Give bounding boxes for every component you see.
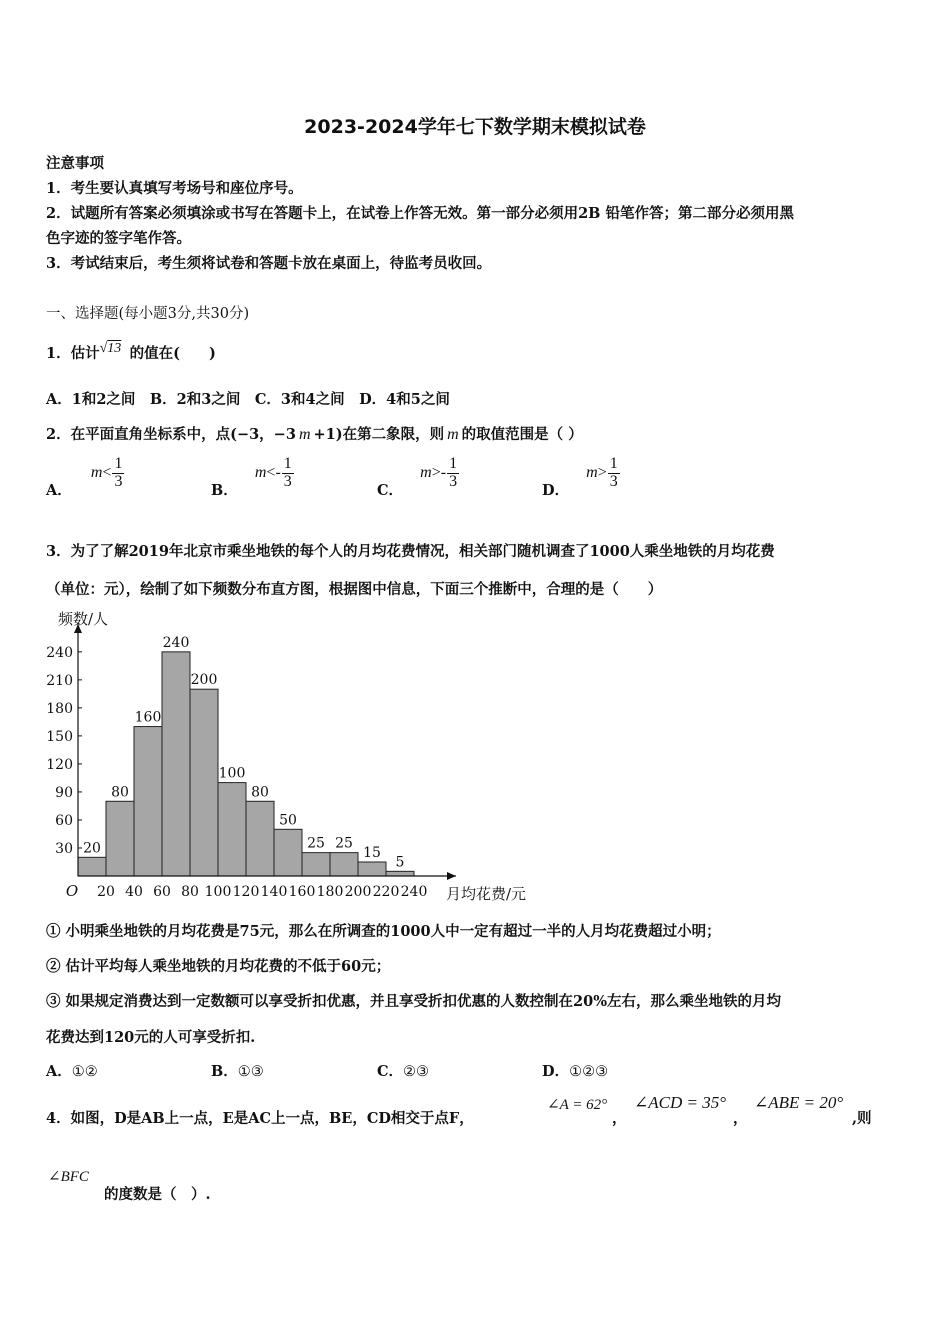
histogram-bar (190, 689, 218, 876)
bar-value-label: 80 (111, 784, 129, 801)
q2-option-b (211, 455, 294, 499)
separator-2: ， (733, 1110, 748, 1127)
separator-1: ， (612, 1110, 627, 1127)
notice-item-2: 2．试题所有答案必须填涂或书写在答题卡上，在试卷上作答无效。第一部分必须用2B 铅笔作答；第二部分必须用黑 (46, 205, 794, 222)
option-label: B． (211, 1063, 238, 1080)
section-heading: 一、选择题(每小题3分,共30分) (46, 306, 250, 322)
q3-statement-3: ③ 如果规定消费达到一定数额可以享受折扣优惠，并且享受折扣优惠的人数控制在20%左右，那么乘坐地铁的月均 (46, 993, 781, 1010)
bar-value-label: 20 (83, 840, 101, 857)
notice-heading: 注意事项 (46, 155, 104, 172)
q2-text-c: 的取值范围是（ ） (461, 426, 583, 443)
x-tick-label: 100 (204, 884, 232, 900)
histogram-bar (134, 727, 162, 876)
fraction-denominator: 3 (114, 472, 123, 490)
option-label: A． (46, 481, 72, 499)
y-axis-label: 频数/人 (58, 610, 109, 628)
q3-statement-1: ① 小明乘坐地铁的月均花费是75元，那么在所调查的1000人中一定有超过一半的人月均花费超过小明； (46, 923, 721, 940)
question-4: 4．如图，D是AB上一点，E是AC上一点，BE，CD相交于点F， (46, 1110, 474, 1127)
option-label: D． (542, 481, 570, 499)
y-tick-label: 150 (46, 728, 73, 745)
x-tick-label: 80 (181, 884, 199, 900)
y-tick-label: 90 (55, 784, 73, 801)
x-tick-label: 20 (97, 884, 115, 900)
q1-suffix: 的值在( ) (129, 345, 216, 362)
q1-options: A．1和2之间 B．2和3之间 C．3和4之间 D．4和5之间 (46, 391, 450, 408)
angle-acd: ∠ACD = 35° (634, 1093, 727, 1112)
q3-statement-2: ② 估计平均每人乘坐地铁的月均花费的不低于60元； (46, 958, 391, 975)
then-text: ,则 (852, 1110, 872, 1127)
question-3-line-2: （单位：元），绘制了如下频数分布直方图，根据图中信息，下面三个推断中，合理的是（ ） (46, 581, 663, 598)
option-label: D． (542, 1063, 570, 1080)
question-1: 1．估计 √13 的值在( ) (46, 341, 216, 362)
option-op: <- (266, 463, 281, 481)
y-tick-label: 210 (46, 672, 73, 689)
q2-option-a (46, 455, 124, 499)
bar-value-label: 240 (162, 634, 190, 651)
angle-abe: ∠ABE = 20° (754, 1093, 844, 1112)
x-tick-label: 40 (125, 884, 143, 900)
x-tick-label: 140 (260, 884, 288, 900)
option-lhs: m (586, 463, 598, 481)
histogram-bar (106, 801, 134, 876)
bar-value-label: 50 (279, 812, 297, 829)
radicand: 13 (107, 341, 122, 356)
q3-option-c (377, 1060, 429, 1081)
histogram-bar (274, 829, 302, 876)
histogram-bar (386, 871, 414, 876)
histogram-bar (302, 853, 330, 876)
x-tick-label: 120 (232, 884, 260, 900)
option-text: ①②③ (569, 1064, 609, 1080)
bar-value-label: 100 (218, 765, 246, 782)
q2-option-d (542, 455, 620, 499)
option-op: > (597, 463, 607, 481)
x-axis-arrow (447, 872, 456, 880)
histogram-bar (162, 652, 190, 876)
bar-value-label: 25 (307, 835, 325, 852)
q3-option-b (211, 1060, 264, 1081)
fraction-numerator: 1 (449, 455, 458, 472)
y-tick-label: 240 (46, 644, 73, 661)
option-lhs: m (90, 463, 103, 481)
x-tick-label: 60 (153, 884, 171, 900)
histogram-bar (78, 857, 106, 876)
x-tick-label: 240 (400, 884, 428, 900)
question-2 (46, 423, 583, 444)
var-m-2: m (447, 426, 459, 443)
question-4-cont: 的度数是（ ）. (104, 1186, 211, 1203)
origin-label: O (65, 882, 79, 900)
fraction-denominator: 3 (283, 472, 292, 490)
q2-text-b: +1)在第二象限，则 (313, 426, 445, 443)
notice-item-1: 1．考生要认真填写考场号和座位序号。 (46, 180, 303, 197)
q1-prefix: 1．估计 (46, 345, 100, 362)
option-label: C． (377, 481, 404, 499)
question-3-line-1: 3．为了了解2019年北京市乘坐地铁的每个人的月均花费情况，相关部门随机调查了1000人乘坐地铁的月均花费 (46, 543, 775, 560)
option-text: ②③ (403, 1064, 430, 1080)
x-tick-label: 180 (316, 884, 344, 900)
histogram-bar (218, 783, 246, 876)
option-label: C． (377, 1063, 404, 1080)
option-op: < (102, 463, 112, 481)
histogram-chart (40, 604, 540, 904)
histogram-bar (358, 862, 386, 876)
page-title: 2023-2024学年七下数学期末模拟试卷 (304, 116, 646, 138)
option-lhs: m (254, 463, 267, 481)
angle-a: ∠A = 62° (547, 1097, 608, 1113)
option-text: ①② (71, 1064, 98, 1080)
notice-item-2-cont: 色字迹的签字笔作答。 (46, 230, 191, 247)
option-lhs: m (420, 463, 432, 481)
q2-option-c (377, 455, 459, 499)
q3-statement-3-cont: 花费达到120元的人可享受折扣. (46, 1029, 256, 1046)
bar-value-label: 200 (190, 672, 218, 689)
q3-option-a (46, 1060, 98, 1081)
y-tick-label: 180 (46, 700, 73, 717)
bar-value-label: 80 (251, 784, 269, 801)
x-tick-label: 200 (344, 884, 372, 900)
y-tick-label: 60 (55, 812, 73, 829)
bar-value-label: 5 (395, 854, 405, 871)
option-label: B． (211, 481, 238, 499)
y-tick-label: 120 (46, 756, 73, 773)
x-tick-label: 160 (288, 884, 316, 900)
fraction-numerator: 1 (114, 455, 123, 472)
option-op: >- (431, 463, 447, 481)
angle-bfc: ∠BFC (48, 1169, 89, 1185)
fraction-denominator: 3 (449, 472, 458, 490)
fraction-denominator: 3 (609, 472, 618, 490)
q3-option-d (542, 1060, 608, 1081)
histogram-bar (246, 801, 274, 876)
bar-value-label: 25 (335, 835, 353, 852)
histogram-bar (330, 853, 358, 876)
option-label: A． (46, 1063, 72, 1080)
option-text: ①③ (237, 1064, 264, 1080)
x-tick-label: 220 (372, 884, 400, 900)
notice-item-3: 3．考试结束后，考生须将试卷和答题卡放在桌面上，待监考员收回。 (46, 255, 492, 272)
fraction-numerator: 1 (283, 455, 292, 472)
bar-value-label: 160 (134, 709, 162, 726)
q2-text-a: 2．在平面直角坐标系中，点(−3，−3 (46, 426, 296, 443)
bar-value-label: 15 (363, 844, 381, 861)
var-m: m (298, 426, 311, 443)
y-tick-label: 30 (55, 840, 73, 857)
x-axis-label: 月均花费/元 (446, 885, 527, 903)
fraction-numerator: 1 (609, 455, 618, 472)
